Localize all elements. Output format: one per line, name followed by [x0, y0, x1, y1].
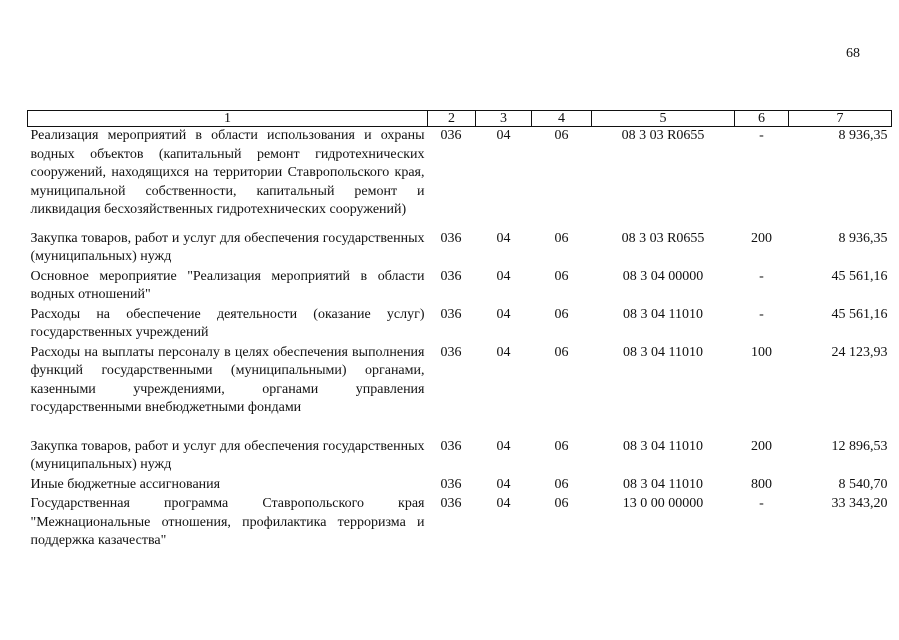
amount: 45 561,16	[831, 306, 888, 322]
ministry-code: 036	[440, 230, 462, 246]
table-row	[28, 306, 892, 344]
table-row	[28, 127, 892, 230]
section-code: 04	[496, 496, 511, 511]
column-header-7: 7	[789, 111, 892, 127]
column-header-6: 6	[735, 111, 789, 127]
column-header-4: 4	[532, 111, 592, 127]
row-name: Расходы на выплаты персоналу в целях обеспечения выполнения функций государственными (муниципальными) органами, казенными учреждениями, органами управления государственными внебюджетными фондами	[30, 344, 425, 415]
expense-type-code: 100	[751, 344, 772, 360]
section-code: 04	[496, 476, 511, 492]
column-header-1: 1	[28, 111, 428, 127]
target-article-code: 08 3 04 00000	[622, 268, 704, 284]
expense-type-code: 200	[751, 438, 772, 454]
table-row	[28, 495, 892, 552]
subsection-code: 06	[554, 438, 569, 454]
section-code: 04	[496, 438, 511, 454]
ministry-code: 036	[440, 306, 462, 322]
subsection-code: 06	[554, 268, 569, 284]
expense-type-code: 800	[751, 476, 772, 492]
target-article-code: 13 0 00 00000	[622, 496, 704, 511]
ministry-code: 036	[440, 438, 462, 454]
section-code: 04	[496, 344, 511, 360]
table-row	[28, 344, 892, 438]
amount: 24 123,93	[831, 344, 888, 360]
column-header-3: 3	[476, 111, 532, 127]
ministry-code: 036	[440, 344, 462, 360]
expense-type-code: 200	[751, 230, 772, 246]
budget-table	[27, 110, 892, 552]
section-code: 04	[496, 268, 511, 284]
target-article-code: 08 3 03 R0655	[621, 128, 705, 143]
subsection-code: 06	[554, 128, 569, 143]
expense-type-code: -	[759, 128, 764, 143]
row-name: Расходы на обеспечение деятельности (оказание услуг) государственных учреждений	[30, 306, 425, 340]
row-name: Основное мероприятие "Реализация мероприятий в области водных отношений"	[30, 268, 425, 302]
table-row	[28, 476, 892, 496]
section-code: 04	[496, 230, 511, 246]
table-row	[28, 230, 892, 268]
subsection-code: 06	[554, 344, 569, 360]
amount: 33 343,20	[831, 496, 888, 511]
subsection-code: 06	[554, 476, 569, 492]
row-name: Иные бюджетные ассигнования	[30, 476, 221, 492]
row-name: Государственная программа Ставропольского края "Межнациональные отношения, профилактика терроризма и поддержка казачества"	[30, 496, 425, 548]
target-article-code: 08 3 04 11010	[623, 344, 703, 360]
amount: 8 936,35	[838, 128, 888, 143]
ministry-code: 036	[440, 128, 462, 143]
ministry-code: 036	[440, 476, 462, 492]
expense-type-code: -	[759, 496, 764, 511]
subsection-code: 06	[554, 306, 569, 322]
amount: 45 561,16	[831, 268, 888, 284]
column-header-5: 5	[592, 111, 735, 127]
ministry-code: 036	[440, 268, 462, 284]
table-row	[28, 438, 892, 476]
target-article-code: 08 3 04 11010	[623, 438, 703, 454]
ministry-code: 036	[440, 496, 462, 511]
row-name: Реализация мероприятий в области использования и охраны водных объектов (капитальный ремонт гидротехнических сооружений, находящихся на территории Ставропольского края, муниципальной собственности, капитальный ремонт и ликвидация бесхозяйственных гидротехнических сооружений)	[30, 128, 425, 217]
target-article-code: 08 3 04 11010	[623, 476, 703, 492]
row-name: Закупка товаров, работ и услуг для обеспечения государственных (муниципальных) нужд	[30, 230, 425, 264]
target-article-code: 08 3 04 11010	[623, 306, 703, 322]
page-number: 68	[846, 46, 860, 61]
subsection-code: 06	[554, 230, 569, 246]
column-header-2: 2	[428, 111, 476, 127]
table-row	[28, 268, 892, 306]
section-code: 04	[496, 306, 511, 322]
section-code: 04	[496, 128, 511, 143]
subsection-code: 06	[554, 496, 569, 511]
table-header-row	[28, 111, 892, 127]
amount: 8 540,70	[838, 476, 888, 492]
expense-type-code: -	[759, 268, 764, 284]
row-name: Закупка товаров, работ и услуг для обеспечения государственных (муниципальных) нужд	[30, 438, 425, 472]
expense-type-code: -	[759, 306, 764, 322]
amount: 12 896,53	[831, 438, 888, 454]
amount: 8 936,35	[838, 230, 888, 246]
target-article-code: 08 3 03 R0655	[621, 230, 705, 246]
